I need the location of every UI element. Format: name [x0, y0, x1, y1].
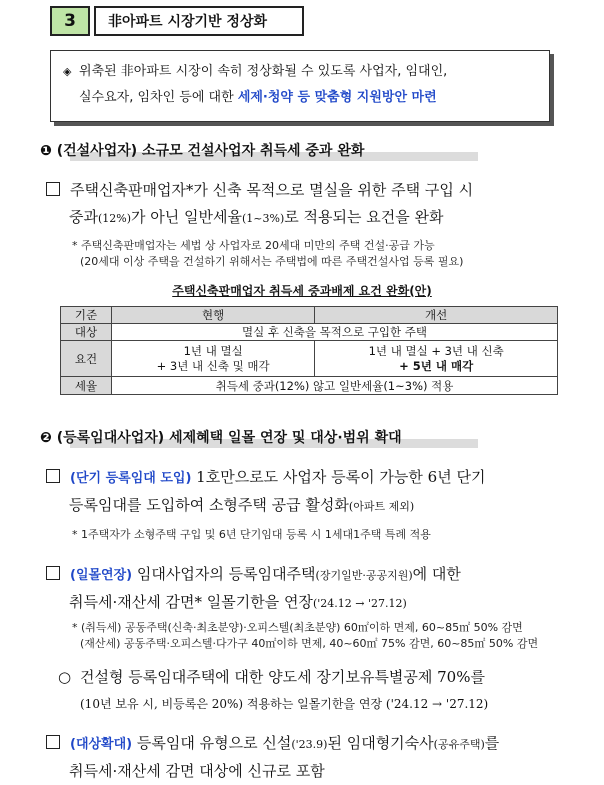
- text: (아파트 제외): [348, 500, 415, 513]
- text: ('23.9): [291, 738, 328, 751]
- section1-marker: ❶: [40, 143, 52, 159]
- section1-title: (건설사업자) 소규모 건설사업자 취득세 중과 완화: [56, 143, 365, 159]
- checkbox-icon: [46, 735, 60, 749]
- section2-item-d: [46, 730, 576, 785]
- section2-item-b: [46, 561, 576, 617]
- text: + 3년 내 신축 및 매각: [156, 358, 270, 373]
- table-cell: [315, 341, 558, 377]
- note-line: * (취득세) 공동주택(신축·최초분양)·오피스텔(최초분양) 60㎡이하 면제, 60~85㎡ 50% 감면: [72, 621, 523, 634]
- section2-item-c: [58, 664, 578, 718]
- section-number-badge: 3: [50, 6, 90, 36]
- text: (공유주택): [433, 738, 485, 751]
- requirements-table: [60, 306, 558, 395]
- text: 임대사업자의 등록임대주택: [132, 565, 316, 583]
- text: (장기일반·공공지원): [315, 569, 413, 582]
- text: 건설형 등록임대주택에 대한 양도세 장기보유특별공제 70%를: [80, 668, 485, 686]
- section2-heading: [40, 426, 470, 450]
- text: ('24.12 → '27.12): [312, 597, 407, 610]
- section-title: 非아파트 시장기반 정상화: [94, 6, 304, 36]
- checkbox-icon: [46, 182, 60, 196]
- text: (10년 보유 시, 비등록은 20%) 적용하는 일몰기한을 연장 ('24.12 → '27.12): [80, 697, 489, 711]
- table-cell: [112, 341, 315, 377]
- text: 1년 내 멸실: [183, 343, 243, 358]
- note-line: (20세대 이상 주택을 건설하기 위해서는 주택법에 따른 주택건설사업 등록 필요): [80, 255, 464, 268]
- section1-item-line1: 주택신축판매업자*가 신축 목적으로 멸실을 위한 주택 구입 시: [70, 181, 474, 199]
- text: (대상확대): [70, 737, 133, 752]
- text: 취득세·재산세 감면 대상에 신규로 포함: [69, 762, 325, 780]
- summary-box: [50, 50, 550, 122]
- text: + 5년 내 매각: [399, 358, 474, 373]
- checkbox-icon: [46, 566, 60, 580]
- text: 등록임대를 도입하여 소형주택 공급 활성화: [69, 496, 349, 514]
- text: 가 아닌 일반세율: [131, 208, 242, 226]
- table-caption: 주택신축판매업자 취득세 중과배제 요건 완화(안): [172, 284, 432, 298]
- summary-highlight: 세제·청약 등 맞춤형 지원방안 마련: [237, 90, 437, 105]
- text: (단기 등록임대 도입): [70, 471, 192, 486]
- section2-note-b: [72, 620, 538, 652]
- section2-note-a: * 1주택자가 소형주택 구입 및 6년 단기임대 등록 시 1세대1주택 특례 적용: [72, 528, 431, 541]
- text: 취득세·재산세 감면* 일몰기한을 연장: [69, 593, 313, 611]
- row-label: 요건: [61, 341, 112, 377]
- note-line: * 주택신축판매업자는 세법 상 사업자로 20세대 미만의 주택 건설·공급 가능: [72, 239, 435, 252]
- table-header: 개선: [315, 307, 558, 324]
- text: 1호만으로도 사업자 등록이 가능한 6년 단기: [191, 468, 486, 486]
- table-header: 현행: [112, 307, 315, 324]
- text: 등록임대 유형으로 신설: [132, 734, 292, 752]
- table-cell: 멸실 후 신축을 목적으로 구입한 주택: [112, 324, 558, 341]
- text: (12%): [97, 212, 132, 225]
- text: 를: [484, 734, 500, 752]
- row-label: 세율: [61, 377, 112, 395]
- summary-line2: 실수요자, 임차인 등에 대한: [79, 90, 238, 105]
- text: (일몰연장): [70, 568, 133, 583]
- summary-line1: 위축된 非아파트 시장이 속히 정상화될 수 있도록 사업자, 임대인,: [79, 64, 448, 79]
- table-header: 기준: [61, 307, 112, 324]
- checkbox-icon: [46, 469, 60, 483]
- diamond-icon: ◈: [63, 65, 72, 78]
- section1-note: [72, 238, 463, 270]
- text: 로 적용되는 요건을 완화: [284, 208, 444, 226]
- section1-item: [46, 177, 576, 232]
- note-line: (재산세) 공동주택·오피스텔·다가구 40㎡이하 면제, 40~60㎡ 75% 감면, 60~85㎡ 50% 감면: [80, 637, 539, 650]
- text: 에 대한: [412, 565, 461, 583]
- section2-marker: ❷: [40, 430, 52, 446]
- text: 된 임대형기숙사: [327, 734, 434, 752]
- row-label: 대상: [61, 324, 112, 341]
- table-cell: 취득세 중과(12%) 않고 일반세율(1~3%) 적용: [112, 377, 558, 395]
- section2-title: (등록임대사업자) 세제혜택 일몰 연장 및 대상·범위 확대: [56, 430, 402, 446]
- text: 중과: [69, 208, 98, 226]
- text: 1년 내 멸실 + 3년 내 신축: [368, 343, 504, 358]
- circle-bullet-icon: ○: [58, 668, 72, 686]
- section2-item-a: [46, 464, 576, 520]
- section1-heading: [40, 139, 470, 163]
- text: (1~3%): [242, 212, 285, 225]
